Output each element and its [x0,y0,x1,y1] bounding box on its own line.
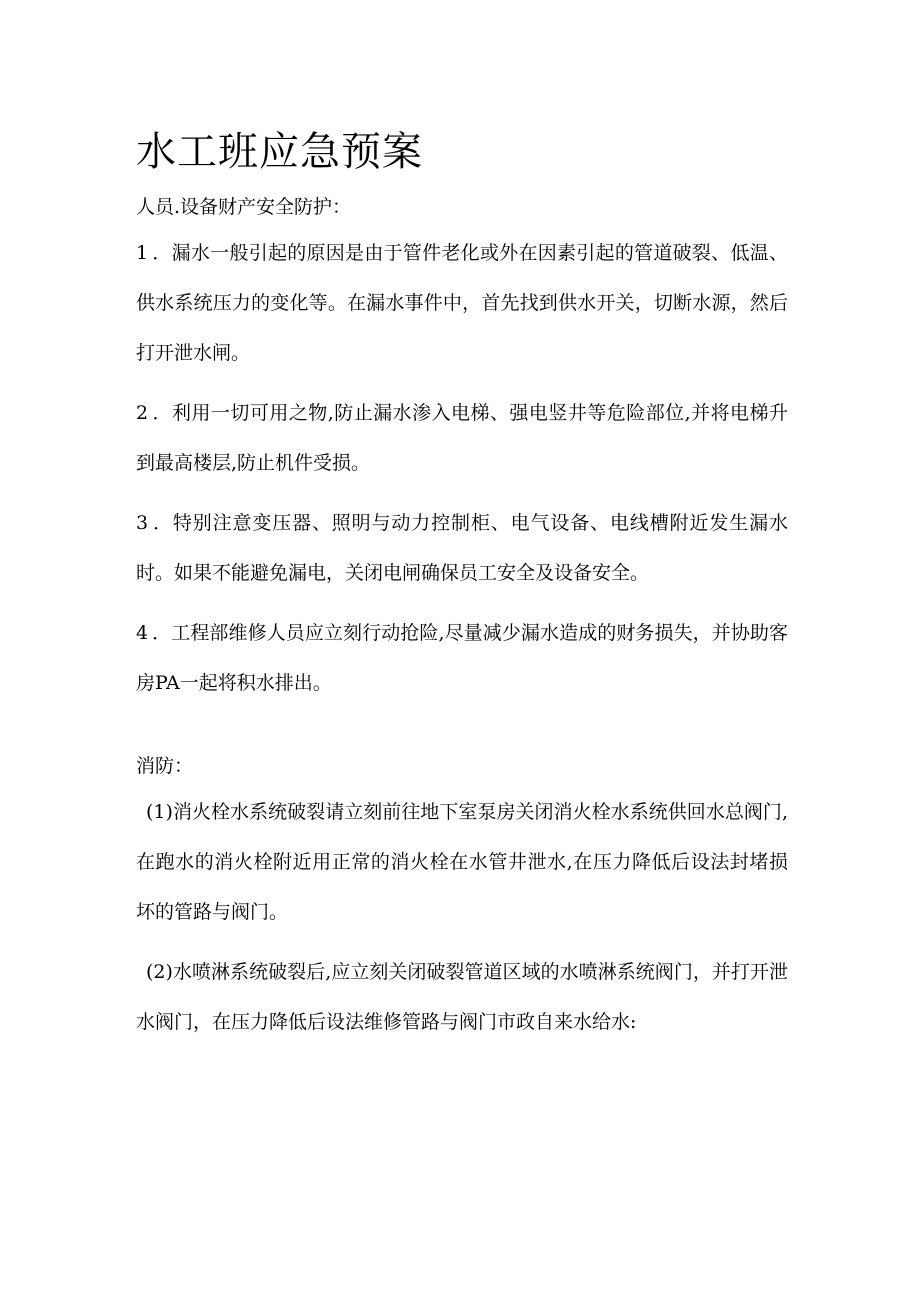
item-number: 2 [136,402,153,424]
item-text: ．特别注意变压器、照明与动力控制柜、电气设备、电线槽附近发生漏水时。如果不能避免漏电，关闭电闸确保员工安全及设备安全。 [136,512,788,584]
item-text: 水喷淋系统破裂后,应立刻关闭破裂管道区域的水喷淋系统阀门，并打开泄水阀门，在压力降低后设法维修管路与阀门市政自来水给水: [136,961,788,1033]
section-heading-fire: 消防： [136,755,194,777]
item-number: 3 [136,512,153,534]
document-body [136,195,788,1069]
fire-item-2 [136,947,788,1047]
item-text: ．工程部维修人员应立刻行动抢险,尽量减少漏水造成的财务损失，并协助客房PA一起将积水排出。 [136,622,788,694]
document-title: 水工班应急预案 [136,129,423,175]
item-text: ．漏水一般引起的原因是由于管件老化或外在因素引起的管道破裂、低温、供水系统压力的变化等。在漏水事件中，首先找到供水开关，切断水源，然后打开泄水闸。 [136,242,788,364]
item-number: (1) [146,801,173,823]
safety-item-4 [136,608,788,708]
item-text: 消火栓水系统破裂请立刻前往地下室泵房关闭消火栓水系统供回水总阀门,在跑水的消火栓附近用正常的消火栓在水管井泄水,在压力降低后设法封堵损坏的管路与阀门。 [136,801,788,923]
safety-item-3 [136,498,788,598]
fire-item-1 [136,787,788,937]
item-number: (2) [146,961,173,983]
item-number: 4 [136,622,153,644]
safety-item-2 [136,388,788,488]
section-heading-safety: 人员.设备财产安全防护： [136,196,352,218]
safety-item-1 [136,228,788,378]
item-text: ．利用一切可用之物,防止漏水渗入电梯、强电竖井等危险部位,并将电梯升到最高楼层,防止机件受损。 [136,402,788,474]
item-number: 1 [136,242,153,264]
section-gap [136,730,788,754]
